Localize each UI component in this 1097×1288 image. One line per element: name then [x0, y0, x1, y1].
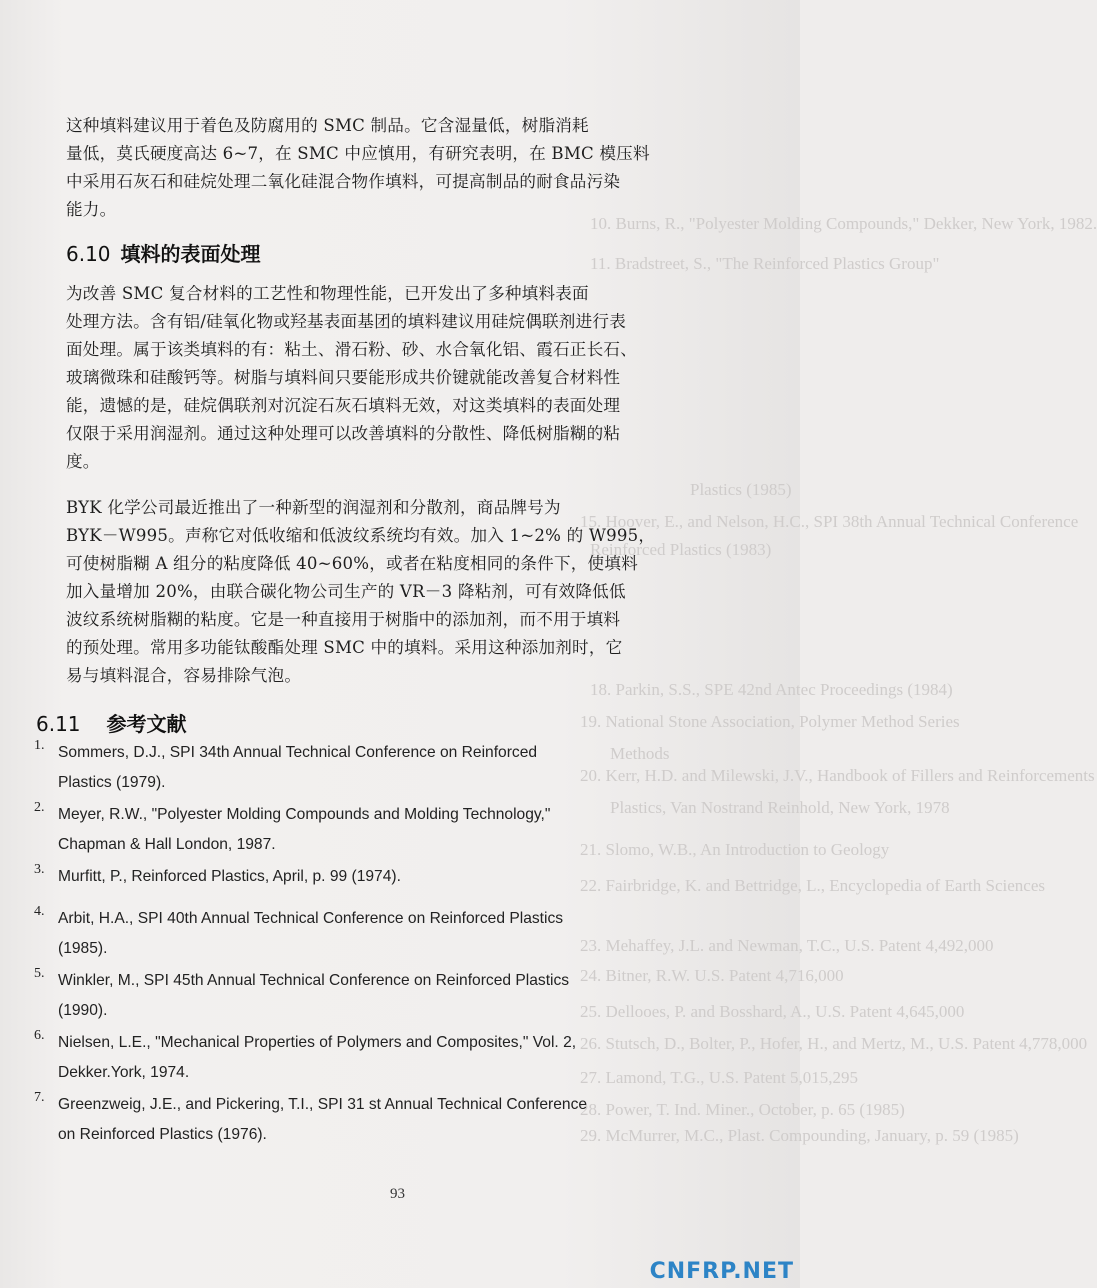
- site-watermark: CNFRP.NET: [649, 1259, 794, 1284]
- reference-item: [34, 1090, 587, 1150]
- reference-number: 2.: [34, 800, 45, 815]
- bleed-through-line: 28. Power, T. Ind. Miner., October, p. 65 (1985): [580, 1100, 905, 1119]
- section-heading-6-11: [36, 708, 187, 737]
- reference-line: Plastics (1979).: [58, 774, 166, 791]
- paragraph-surface-treatment: [66, 280, 640, 476]
- bleed-through-line: 29. McMurrer, M.C., Plast. Compounding, January, p. 59 (1985): [580, 1126, 1019, 1145]
- bleed-through-line: 21. Slomo, W.B., An Introduction to Geology: [580, 840, 890, 859]
- reference-number: 5.: [34, 966, 45, 981]
- paragraph-line: 能，遗憾的是，硅烷偶联剂对沉淀石灰石填料无效，对这类填料的表面处理: [66, 396, 621, 415]
- reference-item: [34, 904, 563, 964]
- reference-line: Meyer, R.W., "Polyester Molding Compounds and Molding Technology,": [58, 806, 551, 823]
- paragraph-line: 处理方法。含有铝/硅氧化物或羟基表面基团的填料建议用硅烷偶联剂进行表: [66, 312, 626, 331]
- paragraph-line: 易与填料混合，容易排除气泡。: [66, 666, 302, 685]
- bleed-through-line: Methods: [610, 744, 670, 763]
- reference-line: Sommers, D.J., SPI 34th Annual Technical Conference on Reinforced: [58, 744, 538, 761]
- reference-number: 6.: [34, 1028, 45, 1043]
- bleed-through-line: 18. Parkin, S.S., SPE 42nd Antec Proceedings (1984): [590, 680, 953, 699]
- paragraph-line: 面处理。属于该类填料的有：粘土、滑石粉、砂、水合氧化铝、霞石正长石、: [66, 340, 637, 359]
- paragraph-line: BYK－W995。声称它对低收缩和低波纹系统均有效。加入 1~2% 的 W995，: [66, 526, 656, 545]
- reference-line: Dekker.York, 1974.: [58, 1064, 190, 1081]
- bleed-through-line: 27. Lamond, T.G., U.S. Patent 5,015,295: [580, 1068, 858, 1087]
- section-title: 填料的表面处理: [120, 242, 261, 266]
- reference-line: on Reinforced Plastics (1976).: [58, 1126, 267, 1143]
- bleed-through-line: 11. Bradstreet, S., "The Reinforced Plastics Group": [590, 254, 940, 273]
- reference-number: 3.: [34, 862, 45, 877]
- paragraph-line: BYK 化学公司最近推出了一种新型的润湿剂和分散剂，商品牌号为: [66, 498, 561, 517]
- paragraph-line: 波纹系统树脂糊的粘度。它是一种直接用于树脂中的添加剂，而不用于填料: [66, 610, 621, 629]
- reference-line: (1985).: [58, 940, 108, 957]
- bleed-through-line: 24. Bitner, R.W. U.S. Patent 4,716,000: [580, 966, 844, 985]
- section-number: 6.11: [36, 712, 81, 736]
- paragraph-line: 中采用石灰石和硅烷处理二氧化硅混合物作填料，可提高制品的耐食品污染: [66, 172, 621, 191]
- bleed-through-line: 20. Kerr, H.D. and Milewski, J.V., Handbook of Fillers and Reinforcements: [580, 766, 1095, 785]
- paragraph-line: 可使树脂糊 A 组分的粘度降低 40~60%，或者在粘度相同的条件下，使填料: [66, 554, 638, 573]
- bleed-through-line: 26. Stutsch, D., Bolter, P., Hofer, H., and Mertz, M., U.S. Patent 4,778,000: [580, 1034, 1088, 1053]
- paragraph-byk-additive: [66, 494, 656, 690]
- reference-number: 1.: [34, 738, 45, 753]
- paragraph-line: 度。: [66, 452, 100, 471]
- bleed-through-line: Plastics (1985): [690, 480, 792, 499]
- reference-line: Nielsen, L.E., "Mechanical Properties of Polymers and Composites," Vol. 2,: [58, 1034, 577, 1051]
- paragraph-line: 仅限于采用润湿剂。通过这种处理可以改善填料的分散性、降低树脂糊的粘: [66, 424, 621, 443]
- section-title: 参考文献: [106, 712, 187, 736]
- bleed-through-line: 19. National Stone Association, Polymer Method Series: [580, 712, 960, 731]
- reference-number: 7.: [34, 1090, 45, 1105]
- bleed-through-line: 23. Mehaffey, J.L. and Newman, T.C., U.S. Patent 4,492,000: [580, 936, 994, 955]
- reference-line: (1990).: [58, 1002, 108, 1019]
- paragraph-filler-intro: [66, 112, 650, 224]
- paragraph-line: 这种填料建议用于着色及防腐用的 SMC 制品。它含湿量低，树脂消耗: [66, 116, 589, 135]
- reference-line: Arbit, H.A., SPI 40th Annual Technical Conference on Reinforced Plastics: [58, 910, 564, 927]
- reference-item: [34, 738, 537, 798]
- reference-line: Chapman & Hall London, 1987.: [58, 836, 276, 853]
- reference-item: [34, 1028, 576, 1088]
- bleed-through-line: 15. Hoover, E., and Nelson, H.C., SPI 38th Annual Technical Conference: [580, 512, 1079, 531]
- reference-item: [34, 800, 550, 860]
- section-number: 6.10: [66, 242, 111, 266]
- bleed-through-line: Plastics, Van Nostrand Reinhold, New York, 1978: [610, 798, 950, 817]
- reference-line: Greenzweig, J.E., and Pickering, T.I., SPI 31 st Annual Technical Conference: [58, 1096, 588, 1113]
- paragraph-line: 能力。: [66, 200, 117, 219]
- section-heading-6-10: [66, 238, 261, 267]
- reference-item: [34, 966, 569, 1026]
- paragraph-line: 量低，莫氏硬度高达 6~7，在 SMC 中应慎用，有研究表明，在 BMC 模压料: [66, 144, 650, 163]
- reference-line: Murfitt, P., Reinforced Plastics, April, p. 99 (1974).: [58, 868, 401, 885]
- paragraph-line: 为改善 SMC 复合材料的工艺性和物理性能，已开发出了多种填料表面: [66, 284, 589, 303]
- bleed-through-line: 10. Burns, R., "Polyester Molding Compounds," Dekker, New York, 1982.: [590, 214, 1097, 233]
- reference-item: [34, 862, 401, 892]
- page-number: 93: [390, 1186, 405, 1202]
- paragraph-line: 玻璃微珠和硅酸钙等。树脂与填料间只要能形成共价键就能改善复合材料性: [66, 368, 621, 387]
- paragraph-line: 加入量增加 20%，由联合碳化物公司生产的 VR－3 降粘剂，可有效降低低: [66, 582, 626, 601]
- paragraph-line: 的预处理。常用多功能钛酸酯处理 SMC 中的填料。采用这种添加剂时，它: [66, 638, 623, 657]
- bleed-through-line: Reinforced Plastics (1983): [590, 540, 772, 559]
- reference-number: 4.: [34, 904, 45, 919]
- bleed-through-line: 22. Fairbridge, K. and Bettridge, L., Encyclopedia of Earth Sciences: [580, 876, 1045, 895]
- bleed-through-line: 25. Dellooes, P. and Bosshard, A., U.S. Patent 4,645,000: [580, 1002, 965, 1021]
- reference-line: Winkler, M., SPI 45th Annual Technical Conference on Reinforced Plastics: [58, 972, 570, 989]
